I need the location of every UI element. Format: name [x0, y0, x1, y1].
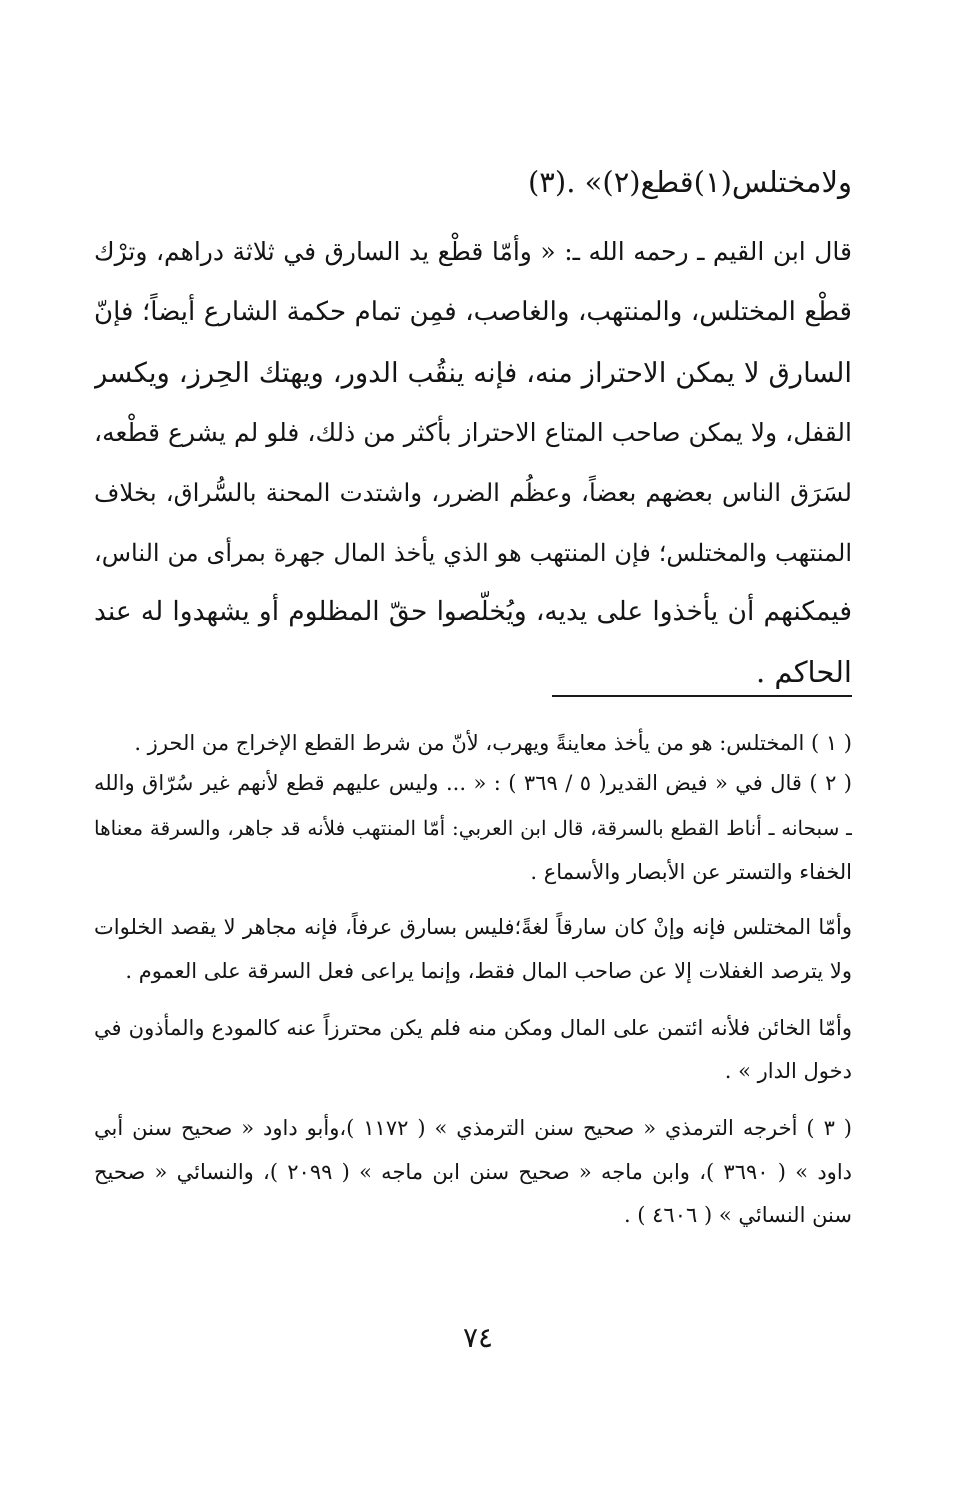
page-number: ٧٤ [462, 1321, 494, 1354]
main-text-line: قال ابن القيم ـ رحمه الله ـ: « وأمّا قطْع يد السارق في ثلاثة دراهم، وترْك [94, 237, 852, 266]
footnote-line: الخفاء والتستر عن الأبصار والأسماع . [530, 860, 852, 884]
footnote-line: ( ٣ ) أخرجه الترمذي « صحيح سنن الترمذي » ( ١١٧٢ )،وأبو داود « صحيح سنن أبي [94, 1116, 852, 1140]
footnote-line: ( ١ ) المختلس: هو من يأخذ معاينةً ويهرب، لأنّ من شرط القطع الإخراج من الحرز . [134, 731, 852, 755]
footnote-line: سنن النسائي » ( ٤٦٠٦ ) . [623, 1203, 852, 1227]
footnote-line: دخول الدار » . [724, 1059, 852, 1083]
footnote-line: وأمّا الخائن فلأنه ائتمن على المال ومكن منه فلم يكن محترزاً عنه كالمودع والمأذون في [94, 1016, 852, 1040]
main-text-line: قطْع المختلس، والمنتهب، والغاصب، فمِن تمام حكمة الشارع أيضاً؛ فإنّ [94, 297, 852, 327]
main-text-line: الحاكم . [756, 655, 852, 689]
main-text-line: ولامختلس(١)قطع(٢)» .(٣) [527, 165, 852, 199]
footnote-line: وأمّا المختلس فإنه وإنْ كان سارقاً لغةً؛فليس بسارق عرفاً، فإنه مجاهر لا يقصد الخلوات [94, 915, 852, 939]
footnote-line: داود » ( ٣٦٩٠ )، وابن ماجه « صحيح سنن ابن ماجه » ( ٢٠٩٩ )، والنسائي « صحيح [94, 1160, 852, 1184]
footnote-line: ( ٢ ) قال في « فيض القدير( ٥ / ٣٦٩ ) : « ... وليس عليهم قطع لأنهم غير سُرّاق والله [94, 771, 852, 795]
main-text-line: لسَرَق الناس بعضهم بعضاً، وعظُم الضرر، واشتدت المحنة بالسُّراق، بخلاف [94, 478, 852, 507]
footnote-separator [552, 695, 852, 697]
footnote-line: ـ سبحانه ـ أناط القطع بالسرقة، قال ابن العربي: أمّا المنتهب فلأنه قد جاهر، والسرقة معناها [94, 816, 852, 840]
main-text-line: القفل، ولا يمكن صاحب المتاع الاحتراز بأكثر من ذلك، فلو لم يشرع قطْعه، [94, 418, 852, 447]
main-text-line: فيمكنهم أن يأخذوا على يديه، ويُخلّصوا حقّ المظلوم أو يشهدوا له عند [94, 596, 852, 627]
main-text-line: السارق لا يمكن الاحتراز منه، فإنه ينقُب الدور، ويهتك الحِرز، ويكسر [94, 357, 852, 389]
main-text-line: المنتهب والمختلس؛ فإن المنتهب هو الذي يأخذ المال جهرة بمرأى من الناس، [94, 539, 852, 567]
footnote-line: ولا يترصد الغفلات إلا عن صاحب المال فقط، وإنما يراعى فعل السرقة على العموم . [125, 959, 852, 983]
